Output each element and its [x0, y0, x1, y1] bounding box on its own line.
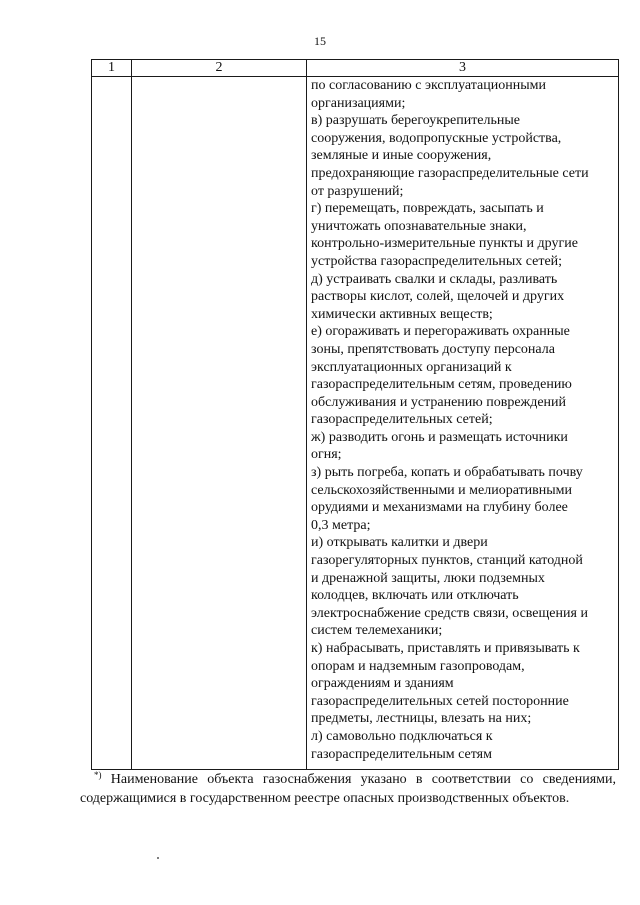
text-line: ограждениям и зданиям	[311, 676, 454, 692]
text-line: д) устраивать свалки и склады, разливать	[311, 271, 558, 287]
text-line: химически активных веществ;	[311, 306, 493, 322]
requirements-table	[91, 59, 619, 770]
text-line: систем телемеханики;	[311, 623, 443, 639]
text-line: опорам и надземным газопроводам,	[311, 658, 525, 674]
text-line: газораспределительным сетям	[311, 746, 492, 762]
text-line: эксплуатационных организаций к	[311, 359, 512, 375]
footnote-mark: *)	[94, 770, 102, 780]
text-line: обслуживания и устранению повреждений	[311, 394, 567, 410]
text-line: сельскохозяйственными и мелиоративными	[311, 482, 573, 498]
text-line: газорегуляторных пунктов, станций катодной	[311, 553, 583, 569]
text-line: ж) разводить огонь и размещать источники	[311, 429, 568, 445]
text-line: и) открывать калитки и двери	[311, 535, 488, 551]
text-line: к) набрасывать, приставлять и привязывать к	[311, 641, 580, 656]
text-line: л) самовольно подключаться к	[311, 728, 493, 744]
text-line: газораспределительным сетям, проведению	[311, 377, 572, 393]
column-header-3: 3	[307, 60, 619, 77]
text-line: 0,3 метра;	[311, 517, 371, 533]
text-line: предметы, лестницы, влезать на них;	[311, 711, 532, 727]
cell-col-3	[307, 77, 619, 770]
column-header-2: 2	[132, 60, 307, 77]
text-line: сооружения, водопропускные устройства,	[311, 130, 562, 146]
page-number: 15	[314, 34, 326, 48]
table-row	[92, 77, 619, 770]
scan-speck	[157, 857, 159, 859]
text-line: и дренажной защиты, люки подземных	[311, 570, 545, 586]
text-line: земляные и иные сооружения,	[311, 148, 492, 164]
text-line: газораспределительных сетей посторонние	[311, 693, 569, 709]
text-line: г) перемещать, повреждать, засыпать и	[311, 201, 544, 217]
text-line: з) рыть погреба, копать и обрабатывать почву	[311, 465, 583, 481]
footnote-line-2: содержащимися в государственном реестре опасных производственных объектов.	[80, 791, 570, 806]
text-line: орудиями и механизмами на глубину более	[311, 500, 568, 516]
text-line: устройства газораспределительных сетей;	[311, 253, 563, 269]
footnote	[80, 770, 616, 808]
text-line: растворы кислот, солей, щелочей и других	[311, 289, 565, 305]
text-line: зоны, препятствовать доступу персонала	[311, 341, 555, 357]
table-header-row	[92, 60, 619, 77]
text-line: уничтожать опознавательные знаки,	[311, 218, 527, 234]
footnote-line-1	[80, 770, 616, 789]
text-line: газораспределительных сетей;	[311, 412, 493, 428]
text-line: от разрушений;	[311, 183, 404, 199]
cell-col-1	[92, 77, 132, 770]
column-header-1: 1	[92, 60, 132, 77]
text-line: по согласованию с эксплуатационными	[311, 78, 546, 93]
text-line: предохраняющие газораспределительные сети	[311, 165, 589, 181]
text-line: в) разрушать берегоукрепительные	[311, 113, 521, 129]
footnote-text-1: Наименование объекта газоснабжения указано в соответствии со сведениями,	[110, 772, 616, 787]
text-line: колодцев, включать или отключать	[311, 588, 519, 604]
text-line: огня;	[311, 447, 342, 463]
text-line: е) огораживать и перегораживать охранные	[311, 324, 570, 340]
text-line: контрольно-измерительные пункты и другие	[311, 236, 578, 252]
cell-col-2	[132, 77, 307, 770]
text-line: электроснабжение средств связи, освещения и	[311, 605, 588, 621]
restrictions-text	[311, 77, 616, 763]
text-line: организациями;	[311, 95, 406, 111]
